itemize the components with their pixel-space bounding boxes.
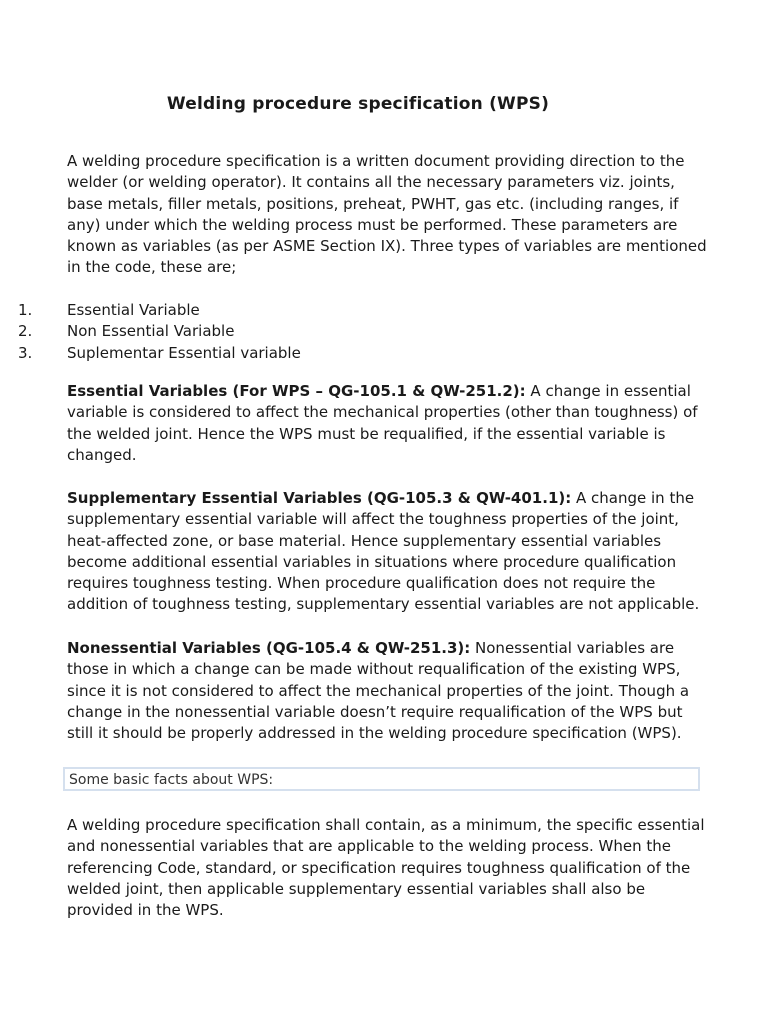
list-item — [0, 343, 301, 364]
essential-variables-heading: Essential Variables (For WPS – QG-105.1 & QW-251.2): — [67, 382, 526, 400]
supplementary-variables-text: A change in the supplementary essential variable will affect the toughness properties of the joint, heat-affected zone, or base material. Hence supplementary essential variables become additional essential variables in situations where procedure qualification requires toughness testing. When procedure qualification does not require the addition of toughness testing, supplementary essential variables are not applicable. — [67, 489, 700, 614]
list-item — [0, 300, 301, 321]
list-item-number: 1. — [18, 301, 33, 319]
nonessential-variables-heading: Nonessential Variables (QG-105.4 & QW-251.3): — [67, 639, 471, 657]
facts-box-label: Some basic facts about WPS: — [69, 772, 274, 788]
page-title: Welding procedure specification (WPS) — [166, 94, 550, 114]
facts-box — [63, 767, 700, 791]
list-item-number: 3. — [18, 343, 33, 362]
list-item-label: Suplementar Essential variable — [67, 343, 301, 362]
essential-variables-paragraph — [67, 381, 707, 466]
supplementary-variables-heading: Supplementary Essential Variables (QG-105.3 & QW-401.1): — [67, 489, 572, 507]
list-item-number: 2. — [18, 322, 33, 341]
nonessential-variables-text: Nonessential variables are those in which a change can be made without requalification of the existing WPS, since it is not considered to affect the mechanical properties of the joint. Though a change in the nonessential variable doesn’t require requalification of the WPS but still it should be properly addressed in the welding procedure specification (WPS). — [67, 639, 690, 743]
variable-types-list — [0, 300, 301, 364]
intro-paragraph: A welding procedure specification is a written document providing direction to the welder (or welding operator). It contains all the necessary parameters viz. joints, base metals, filler metals, positions, preheat, PWHT, gas etc. (including ranges, if any) under which the welding process must be performed. These parameters are known as variables (as per ASME Section IX). Three types of variables are mentioned in the code, these are; — [67, 152, 707, 277]
closing-paragraph: A welding procedure specification shall contain, as a minimum, the specific essential and nonessential variables that are applicable to the welding process. When the referencing Code, standard, or specification requires toughness qualification of the welded joint, then applicable supplementary essential variables shall also be provided in the WPS. — [67, 816, 705, 920]
list-item-label: Essential Variable — [67, 301, 200, 319]
essential-variables-text: A change in essential variable is considered to affect the mechanical properties (other than toughness) of the welded joint. Hence the WPS must be requalified, if the essential variable is changed. — [67, 382, 698, 464]
supplementary-variables-paragraph — [67, 488, 707, 616]
nonessential-variables-paragraph — [67, 638, 707, 744]
list-item — [0, 321, 301, 342]
list-item-label: Non Essential Variable — [67, 322, 235, 341]
